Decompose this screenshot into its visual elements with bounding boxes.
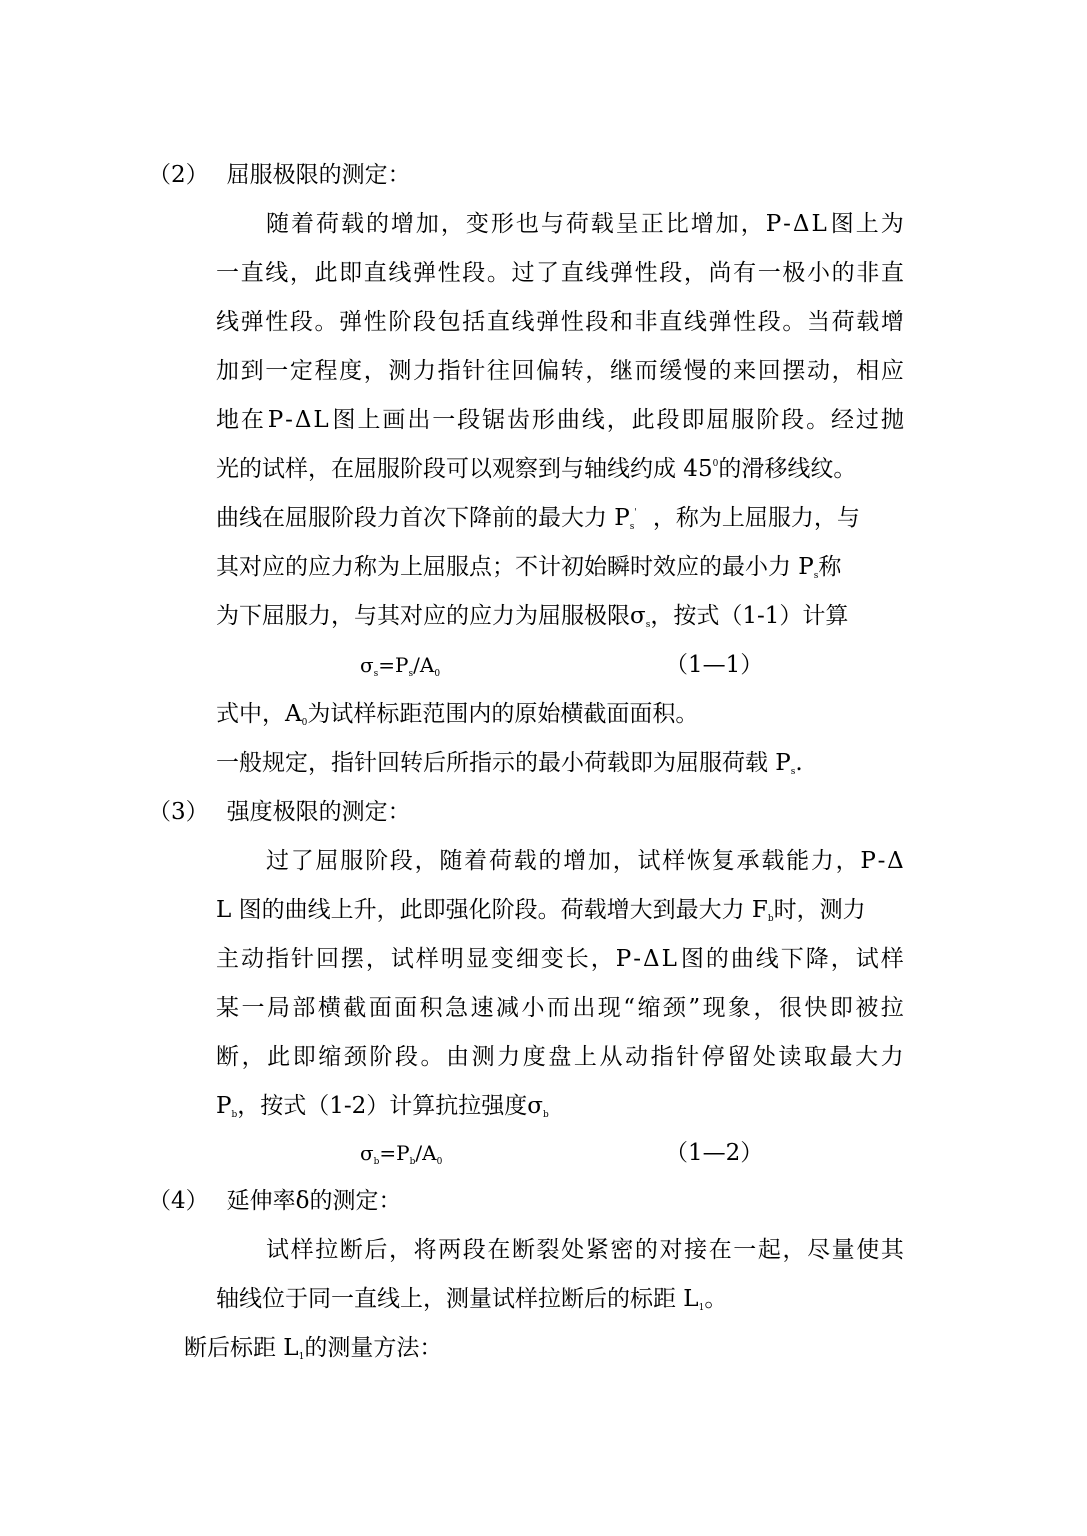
paragraph-line — [216, 699, 698, 729]
paragraph-line: 过 了 屈 服 阶 段 ， 随 着 荷 载 的 增 加 ， 试 样 恢 复 承 载 能 力 ， P - Δ — [266, 848, 904, 874]
subscript: s — [813, 571, 819, 581]
subscript: 1 — [298, 1352, 305, 1362]
paragraph-line — [184, 1333, 442, 1363]
section-title: 屈服极限的测定： — [226, 162, 411, 188]
paragraph-line — [216, 454, 856, 484]
subscript: s — [629, 522, 635, 532]
paragraph-line: 一 直 线 ， 此 即 直 线 弹 性 段 。 过 了 直 线 弹 性 段 ， 尚 有 一 极 小 的 非 直 — [216, 260, 904, 286]
text-line: 断后标距 L — [184, 1335, 299, 1361]
text-line: 的滑移线纹。 — [718, 456, 857, 482]
paragraph-line — [216, 552, 841, 582]
text-line: 轴线位于同一直线上，测量试样拉断后的标距 L — [216, 1286, 699, 1312]
paragraph-line: 加 到 一 定 程 度 ， 测 力 指 针 往 回 偏 转 ， 继 而 缓 慢 的 来 回 摆 动 ， 相 应 — [216, 358, 904, 384]
text-line: 为下屈服力，与其对应的应力为屈服极限σ — [216, 603, 646, 629]
paragraph-line — [216, 895, 866, 925]
section-number: （3） — [148, 799, 209, 825]
text-line: L 图的曲线上升，此即强化阶段。荷载增大到最大力 F — [216, 897, 768, 923]
subscript: b — [231, 1110, 238, 1120]
text-line: 一般规定，指针回转后所指示的最小荷载即为屈服荷载 P — [216, 750, 791, 776]
paragraph-line — [216, 1091, 549, 1121]
section-title: 强度极限的测定： — [226, 799, 411, 825]
superscript: ' — [634, 508, 637, 518]
formula-number-text: （1—2） — [665, 1140, 764, 1166]
text-line: 光的试样，在屈服阶段可以观察到与轴线约成 45 — [216, 456, 713, 482]
text-line: 曲线在屈服阶段力首次下降前的最大力 P — [216, 505, 630, 531]
subscript: b — [373, 1157, 380, 1167]
section-number: （4） — [148, 1188, 209, 1214]
paragraph-line: 断 ， 此 即 缩 颈 阶 段 。 由 测 力 度 盘 上 从 动 指 针 停 留 处 读 取 最 大 力 — [216, 1044, 904, 1070]
text-line: ，按式（1-2）计算抗拉强度σ — [237, 1093, 543, 1119]
text-line: 。 — [704, 1286, 728, 1312]
subscript: s — [408, 669, 414, 679]
subscript: b — [543, 1110, 549, 1120]
section-2-heading — [148, 160, 411, 190]
text-line: 的测量方法： — [304, 1335, 443, 1361]
paragraph-line: 主 动 指 针 回 摆 ， 试 样 明 显 变 细 变 长 ， P - Δ L 图 的 曲 线 下 降 ， 试 样 — [216, 946, 904, 972]
formula-part: σ — [360, 1141, 374, 1165]
formula-number-text: （1—1） — [665, 652, 764, 678]
paragraph-line: 线 弹 性 段 。 弹 性 阶 段 包 括 直 线 弹 性 段 和 非 直 线 弹 性 段 。 当 荷 载 增 — [216, 309, 904, 335]
text-line: ，称为上屈服力，与 — [652, 505, 860, 531]
subscript: 0 — [434, 669, 441, 679]
text-line: 时，测力 — [773, 897, 866, 923]
subscript: s — [373, 669, 379, 679]
text-line: 式中，A — [216, 701, 302, 727]
text-line: P — [216, 1093, 232, 1119]
text-line: ，按式（1-1）计算 — [650, 603, 849, 629]
formula-number — [665, 1138, 763, 1168]
section-4-heading — [148, 1186, 402, 1216]
paragraph-line: 试 样 拉 断 后 ， 将 两 段 在 断 裂 处 紧 密 的 对 接 在 一 起 ， 尽 量 使 其 — [266, 1237, 904, 1263]
subscript: 0 — [436, 1157, 443, 1167]
paragraph-line — [216, 601, 848, 631]
paragraph-line — [216, 503, 860, 533]
subscript: b — [409, 1157, 416, 1167]
superscript: 0 — [712, 459, 719, 469]
subscript: b — [767, 914, 774, 924]
formula-part: =P — [378, 653, 409, 677]
formula-part: /A — [415, 1141, 437, 1165]
section-number: （2） — [148, 162, 209, 188]
text-line: 称 — [818, 554, 842, 580]
text-line: . — [795, 750, 803, 776]
formula-part: σ — [360, 653, 374, 677]
subscript: s — [645, 620, 651, 630]
formula-number — [665, 650, 763, 680]
subscript: s — [790, 767, 796, 777]
subscript: 0 — [301, 718, 308, 728]
text-line: 其对应的应力称为上屈服点；不计初始瞬时效应的最小力 P — [216, 554, 814, 580]
subscript: 1 — [698, 1303, 705, 1313]
section-title: 延伸率δ的测定： — [226, 1188, 402, 1214]
formula-1-1 — [360, 650, 440, 680]
paragraph-line — [216, 748, 803, 778]
text-line: 为试样标距范围内的原始横截面面积。 — [307, 701, 699, 727]
formula-part: =P — [379, 1141, 410, 1165]
paragraph-line: 随 着 荷 载 的 增 加 ， 变 形 也 与 荷 载 呈 正 比 增 加 ， P - Δ L 图 上 为 — [266, 211, 904, 237]
paragraph-line: 地 在 P - Δ L 图 上 画 出 一 段 锯 齿 形 曲 线 ， 此 段 即 屈 服 阶 段 。 经 过 抛 — [216, 407, 904, 433]
paragraph-line — [216, 1284, 727, 1314]
section-3-heading — [148, 797, 411, 827]
formula-1-2 — [360, 1138, 442, 1168]
paragraph-line: 某 一 局 部 横 截 面 面 积 急 速 减 小 而 出 现 “ 缩 颈 ” 现 象 ， 很 快 即 被 拉 — [216, 995, 904, 1021]
formula-part: /A — [413, 653, 435, 677]
